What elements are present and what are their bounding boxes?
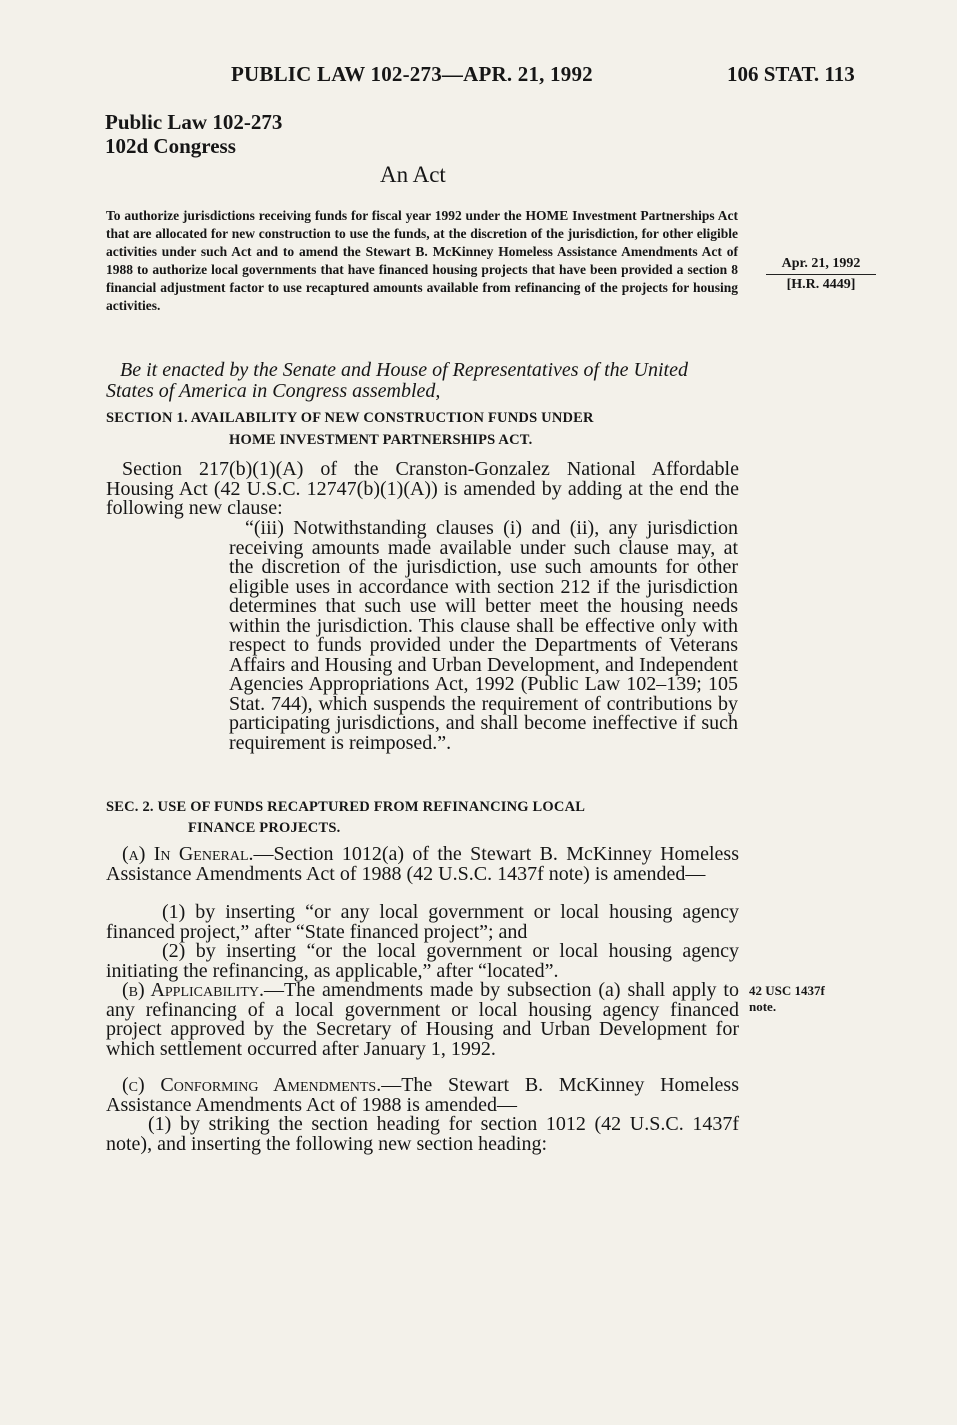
section-2-heading-cont: FINANCE PROJECTS. (188, 820, 341, 836)
section-1-quoted-clause: “(iii) Notwithstanding clauses (i) and (ii), any jurisdiction receiving amounts made available under such clause may, at the discretion of the jurisdiction, use such amounts for other eligible uses in accordance with section 212 if the jurisdiction determines that such use will better meet the housing needs within the jurisdiction. This clause shall be effective only with respect to funds provided under the Departments of Veterans Affairs and Housing and Urban Development, and Independent Agencies Appropriations Act, 1992 (Public Law 102–139; 105 Stat. 744), which suspends the requirement of contributions by participating jurisdictions, and shall become ineffective if such requirement is reimposed.”. (229, 517, 738, 754)
act-purpose: To authorize jurisdictions receiving funds for fiscal year 1992 under the HOME Investment Partnerships Act that are allocated for new construction to use the funds, at the discretion of the jurisdiction, for other eligible activities under such Act and to amend the Stewart B. McKinney Homeless Assistance Amendments Act of 1988 to authorize local governments that have financed housing projects that have been provided a section 8 financial adjustment factor to use recaptured amounts available from refinancing of the projects for housing activities. (106, 208, 738, 314)
enacting-clause: Be it enacted by the Senate and House of Representatives of the United States of America in Congress assembled, (106, 359, 688, 402)
subsection-b-label: (b) Applicability. (122, 979, 264, 1001)
subsection-c-text: —The Stewart B. McKinney Homeless Assistance Amendments Act of 1988 is amended— (106, 1074, 739, 1116)
margin-bill-number: [H.R. 4449] (786, 277, 856, 292)
margin-usc-note-cont: note. (749, 999, 777, 1014)
section-2-paragraph-c1: (1) by striking the section heading for section 1012 (42 U.S.C. 1437f note), and inserting the following new section heading: (106, 1113, 739, 1155)
section-1-heading-cont: HOME INVESTMENT PARTNERSHIPS ACT. (229, 432, 533, 448)
running-head: PUBLIC LAW 102-273—APR. 21, 1992 (231, 62, 593, 86)
section-2-paragraph-a1: (1) by inserting “or any local government or local housing agency financed project,” after “State financed project”; and (106, 901, 739, 943)
subsection-a-label: (a) In General. (122, 843, 254, 865)
section-2-subsection-a (106, 845, 739, 884)
act-title: An Act (380, 162, 446, 187)
section-2-subsection-b (106, 981, 739, 1059)
public-law-number: Public Law 102-273 (105, 110, 283, 134)
subsection-b-text: —The amendments made by subsection (a) shall apply to any refinancing of a local government or local housing agency financed project approved by the Secretary of Housing and Urban Development for which settlement occurred after January 1, 1992. (106, 979, 739, 1060)
subsection-c-label: (c) Conforming Amendments. (122, 1074, 382, 1096)
section-2-subsection-c (106, 1076, 739, 1115)
statute-reference: 106 STAT. 113 (727, 62, 855, 86)
section-2-paragraph-a2: (2) by inserting “or the local government or local housing agency initiating the refinancing, as applicable,” after “located”. (106, 940, 739, 982)
section-1-intro: Section 217(b)(1)(A) of the Cranston-Gonzalez National Affordable Housing Act (42 U.S.C. 12747(b)(1)(A)) is amended by adding at the end the following new clause: (106, 458, 739, 519)
section-1-heading: SECTION 1. AVAILABILITY OF NEW CONSTRUCTION FUNDS UNDER (106, 410, 594, 426)
margin-usc-note: 42 USC 1437f (749, 983, 825, 998)
subsection-a-text: —Section 1012(a) of the Stewart B. McKinney Homeless Assistance Amendments Act of 1988 (42 U.S.C. 1437f note) is amended— (106, 843, 739, 885)
congress-number: 102d Congress (105, 134, 236, 158)
section-2-heading: SEC. 2. USE OF FUNDS RECAPTURED FROM REFINANCING LOCAL (106, 799, 586, 815)
margin-date: Apr. 21, 1992 (766, 256, 876, 275)
